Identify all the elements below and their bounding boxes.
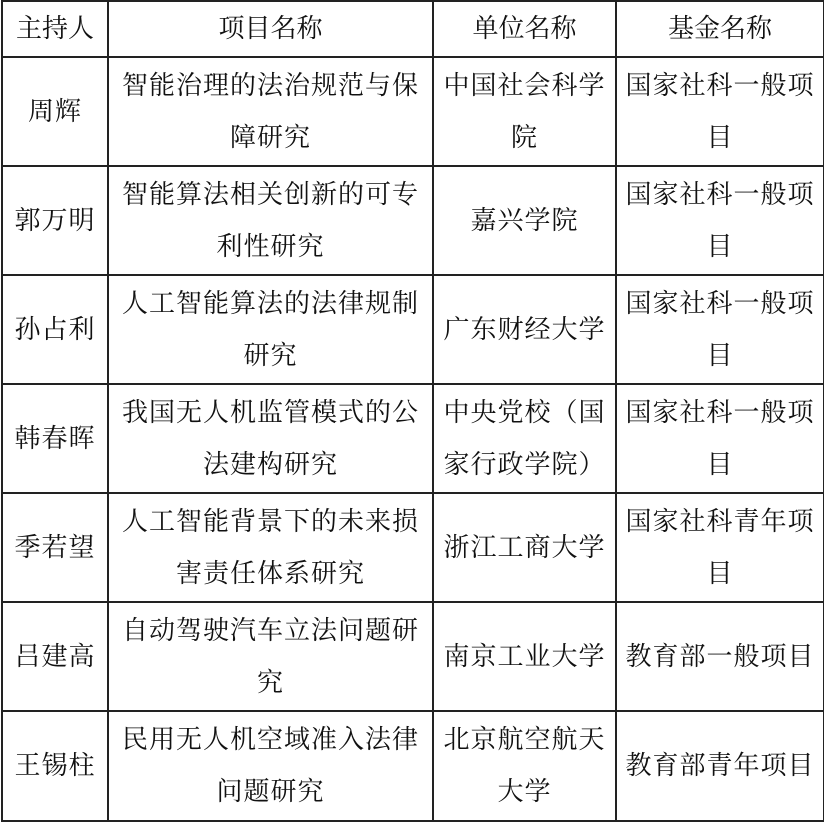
- cell-fund: 教育部一般项目: [616, 602, 824, 711]
- table-row: [2, 493, 824, 602]
- cell-host: 郭万明: [2, 166, 108, 275]
- cell-unit: 中央党校（国家行政学院）: [433, 384, 616, 493]
- cell-unit: 浙江工商大学: [433, 493, 616, 602]
- cell-fund: 教育部青年项目: [616, 711, 824, 821]
- cell-fund: 国家社科一般项目: [616, 275, 824, 384]
- table-row: [2, 275, 824, 384]
- cell-project: 民用无人机空域准入法律问题研究: [108, 711, 433, 821]
- cell-host: 周辉: [2, 57, 108, 166]
- cell-host: 季若望: [2, 493, 108, 602]
- cell-project: 智能算法相关创新的可专利性研究: [108, 166, 433, 275]
- cell-unit: 嘉兴学院: [433, 166, 616, 275]
- header-host: 主持人: [2, 1, 108, 57]
- cell-host: 韩春晖: [2, 384, 108, 493]
- cell-unit: 北京航空航天大学: [433, 711, 616, 821]
- cell-host: 孙占利: [2, 275, 108, 384]
- cell-fund: 国家社科一般项目: [616, 166, 824, 275]
- header-unit: 单位名称: [433, 1, 616, 57]
- cell-unit: 南京工业大学: [433, 602, 616, 711]
- header-project: 项目名称: [108, 1, 433, 57]
- header-fund: 基金名称: [616, 1, 824, 57]
- funding-table: [1, 0, 824, 822]
- table-row: [2, 166, 824, 275]
- cell-host: 王锡柱: [2, 711, 108, 821]
- table-header-row: [2, 1, 824, 57]
- table-row: [2, 57, 824, 166]
- cell-unit: 中国社会科学院: [433, 57, 616, 166]
- cell-fund: 国家社科一般项目: [616, 384, 824, 493]
- table-row: [2, 602, 824, 711]
- cell-fund: 国家社科青年项目: [616, 493, 824, 602]
- table-row: [2, 384, 824, 493]
- cell-project: 人工智能算法的法律规制研究: [108, 275, 433, 384]
- cell-project: 智能治理的法治规范与保障研究: [108, 57, 433, 166]
- cell-project: 自动驾驶汽车立法问题研究: [108, 602, 433, 711]
- cell-host: 吕建高: [2, 602, 108, 711]
- cell-project: 我国无人机监管模式的公法建构研究: [108, 384, 433, 493]
- cell-fund: 国家社科一般项目: [616, 57, 824, 166]
- cell-project: 人工智能背景下的未来损害责任体系研究: [108, 493, 433, 602]
- cell-unit: 广东财经大学: [433, 275, 616, 384]
- table-row: [2, 711, 824, 821]
